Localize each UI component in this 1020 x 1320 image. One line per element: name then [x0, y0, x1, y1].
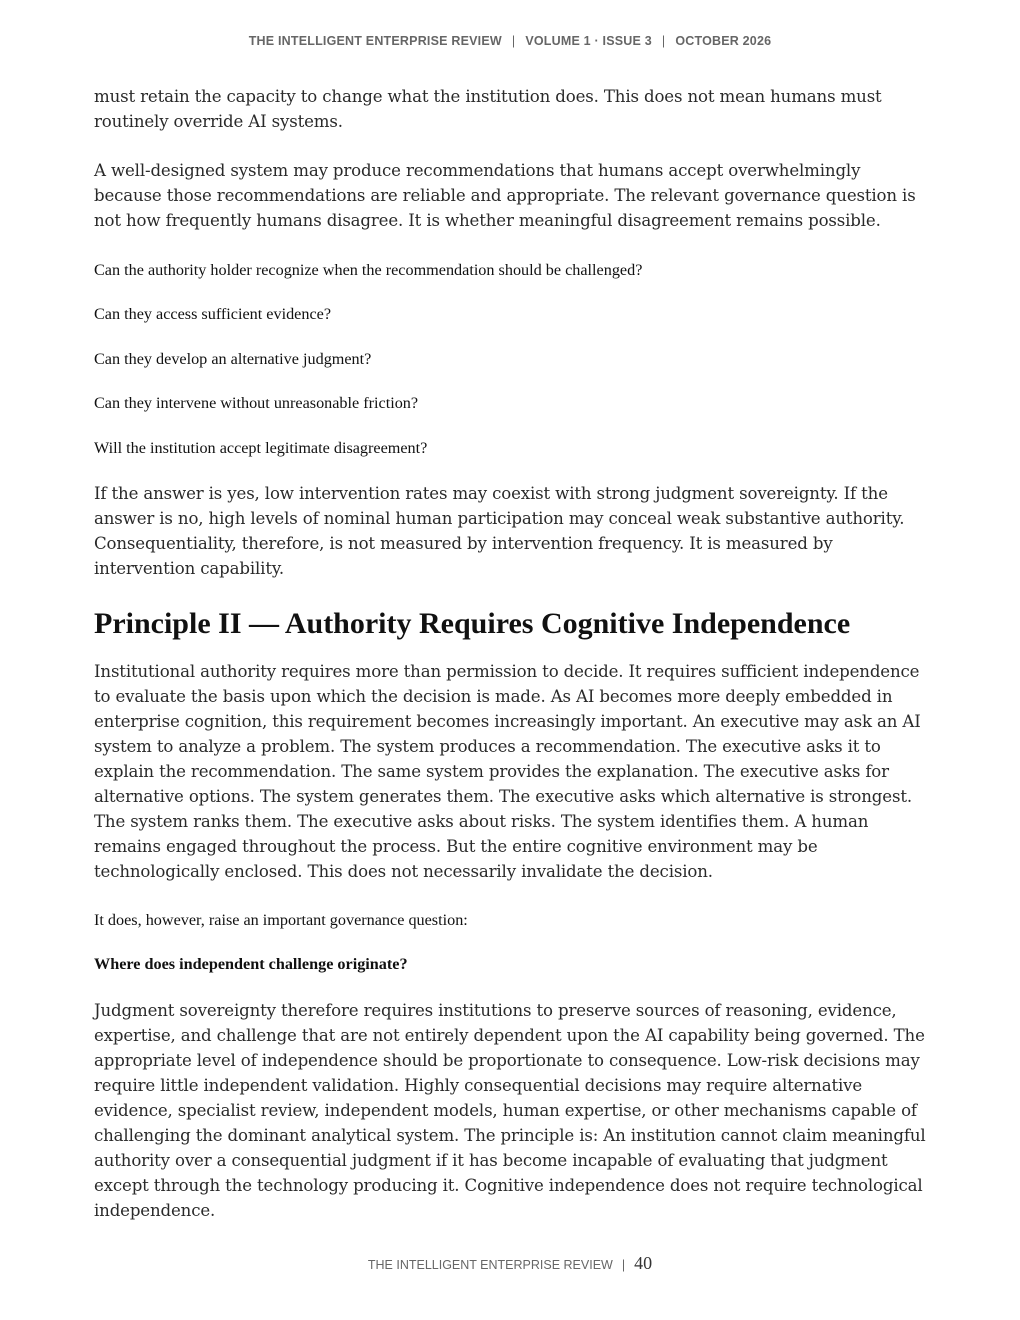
question-item: Can they access sufficient evidence?: [94, 305, 332, 323]
header-separator-1: |: [511, 34, 516, 48]
governance-question-intro: It does, however, raise an important governance question:: [94, 911, 468, 929]
article-body: [94, 84, 930, 1223]
question-item: Can they intervene without unreasonable friction?: [94, 394, 419, 412]
paragraph-consequentiality: If the answer is yes, low intervention rates may coexist with strong judgment sovereignty. If the answer is no, high levels of nominal human participation may conceal weak substantive authority. Consequentiality, therefore, is not measured by intervention frequency. It is measured by intervention capability.: [94, 484, 905, 578]
running-header: [0, 34, 1020, 48]
question-item: Can the authority holder recognize when the recommendation should be challenged?: [94, 261, 643, 279]
header-issue: VOLUME 1 · ISSUE 3: [525, 34, 652, 48]
page-footer: [0, 1253, 1020, 1274]
header-publication: THE INTELLIGENT ENTERPRISE REVIEW: [248, 34, 502, 48]
section-heading: Principle II — Authority Requires Cognitive Independence: [94, 607, 851, 640]
paragraph-institutional-authority: Institutional authority requires more than permission to decide. It requires sufficient independence to evaluate the basis upon which the decision is made. As AI becomes more deeply embedded in enterprise cognition, this requirement becomes increasingly important. An executive may ask an AI system to analyze a problem. The system produces a recommendation. The executive asks it to explain the recommendation. The same system provides the explanation. The executive asks for alternative options. The system generates them. The executive asks which alternative is strongest. The system ranks them. The executive asks about risks. The system identifies them. A human remains engaged throughout the process. But the entire cognitive environment may be technologically enclosed. This does not necessarily invalidate the decision.: [94, 662, 921, 881]
footer-separator: |: [621, 1258, 626, 1272]
footer-publication: THE INTELLIGENT ENTERPRISE REVIEW: [367, 1258, 613, 1272]
paragraph-continued: must retain the capacity to change what the institution does. This does not mean humans must routinely override AI systems.: [94, 87, 882, 131]
governance-question: Where does independent challenge originate?: [94, 955, 408, 973]
header-date: OCTOBER 2026: [675, 34, 772, 48]
header-separator-2: |: [661, 34, 666, 48]
page-number: 40: [634, 1253, 653, 1273]
question-item: Can they develop an alternative judgment?: [94, 350, 372, 368]
paragraph-disagreement: A well-designed system may produce recommendations that humans accept overwhelmingly because those recommendations are reliable and appropriate. The relevant governance question is not how frequently humans disagree. It is whether meaningful disagreement remains possible.: [94, 161, 916, 230]
paragraph-judgment-sovereignty: Judgment sovereignty therefore requires institutions to preserve sources of reasoning, evidence, expertise, and challenge that are not entirely dependent upon the AI capability being governed. The appropriate level of independence should be proportionate to consequence. Low-risk decisions may require little independent validation. Highly consequential decisions may require alternative evidence, specialist review, independent models, human expertise, or other mechanisms capable of challenging the dominant analytical system. The principle is: An institution cannot claim meaningful authority over a consequential judgment if it has become incapable of evaluating that judgment except through the technology producing it. Cognitive independence does not require technological independence.: [94, 1001, 926, 1220]
question-item: Will the institution accept legitimate disagreement?: [94, 439, 428, 457]
